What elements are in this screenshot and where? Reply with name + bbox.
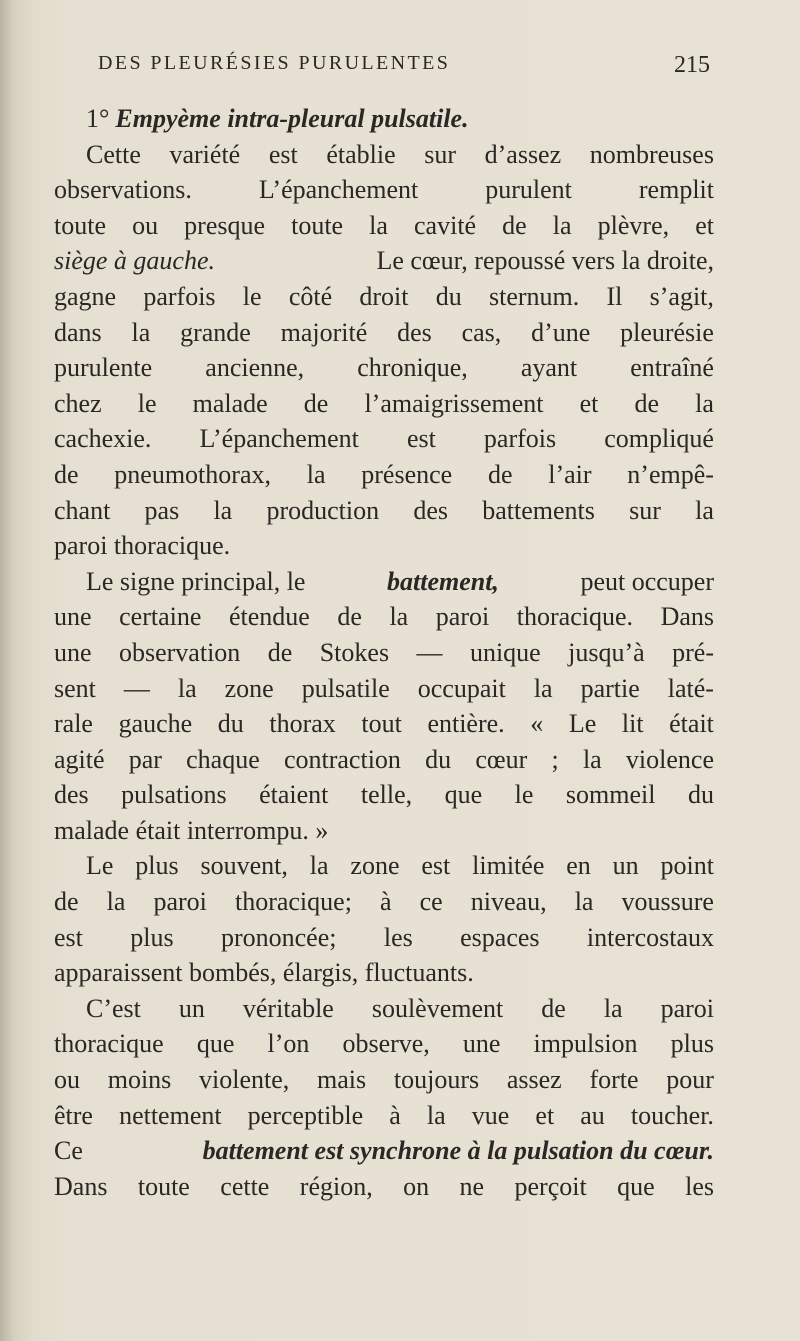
emphasis-synchrone: battement est synchrone à la pulsation du cœur.: [202, 1136, 714, 1166]
text-line: sent — la zone pulsatile occupait la partie laté-: [54, 673, 714, 703]
body-text: [54, 101, 714, 1204]
text-line: Dans toute cette région, on ne perçoit que les: [54, 1171, 714, 1201]
text-line: thoracique que l’on observe, une impulsion plus: [54, 1029, 714, 1059]
emphasis-battement: battement,: [387, 566, 499, 596]
section-heading: [54, 101, 714, 137]
text-line: être nettement perceptible à la vue et au toucher.: [54, 1100, 714, 1130]
text-line: toute ou presque toute la cavité de la plèvre, et: [54, 210, 714, 240]
text-line: paroi thoracique.: [54, 531, 231, 561]
text-line: chant pas la production des battements sur la: [54, 495, 714, 525]
text-line: malade était interrompu. »: [54, 815, 329, 845]
text-line: agité par chaque contraction du cœur ; la violence: [54, 744, 714, 774]
text-line: est plus prononcée; les espaces intercostaux: [54, 922, 714, 952]
text-line: de pneumothorax, la présence de l’air n’empê-: [54, 459, 714, 489]
running-title: DES PLEURÉSIES PURULENTES: [98, 52, 451, 74]
text-line: dans la grande majorité des cas, d’une pleurésie: [54, 317, 714, 347]
text-line: une certaine étendue de la paroi thoracique. Dans: [54, 602, 714, 632]
text-line: apparaissent bombés, élargis, fluctuants.: [54, 958, 474, 988]
section-title: Empyème intra-pleural pulsatile.: [115, 104, 469, 133]
text-line: des pulsations étaient telle, que le sommeil du: [54, 780, 714, 810]
text-line: observations. L’épanchement purulent remplit: [54, 175, 714, 205]
text-line: une observation de Stokes — unique jusqu’à pré-: [54, 637, 714, 667]
text-line: siège à gauche. Le cœur, repoussé vers la droite,: [54, 243, 714, 279]
text-line: purulente ancienne, chronique, ayant entraîné: [54, 353, 714, 383]
text-line: ou moins violente, mais toujours assez forte pour: [54, 1065, 714, 1095]
italic-phrase: siège à gauche.: [54, 246, 216, 276]
text-line: Cette variété est établie sur d’assez nombreuses: [86, 139, 714, 169]
text-line: cachexie. L’épanchement est parfois compliqué: [54, 424, 714, 454]
page-header: [98, 52, 710, 92]
text-line: Le signe principal, le battement, peut occuper: [54, 564, 714, 600]
text-line: rale gauche du thorax tout entière. « Le lit était: [54, 709, 714, 739]
text-line: Ce battement est synchrone à la pulsation du cœur.: [54, 1133, 714, 1169]
text-line: chez le malade de l’amaigrissement et de la: [54, 388, 714, 418]
text-line: de la paroi thoracique; à ce niveau, la voussure: [54, 887, 714, 917]
page-number: 215: [674, 52, 710, 78]
section-number: 1°: [86, 104, 110, 133]
text-line: gagne parfois le côté droit du sternum. Il s’agit,: [54, 281, 714, 311]
text-line: C’est un véritable soulèvement de la paroi: [86, 993, 714, 1023]
text-line: Le plus souvent, la zone est limitée en un point: [86, 851, 714, 881]
